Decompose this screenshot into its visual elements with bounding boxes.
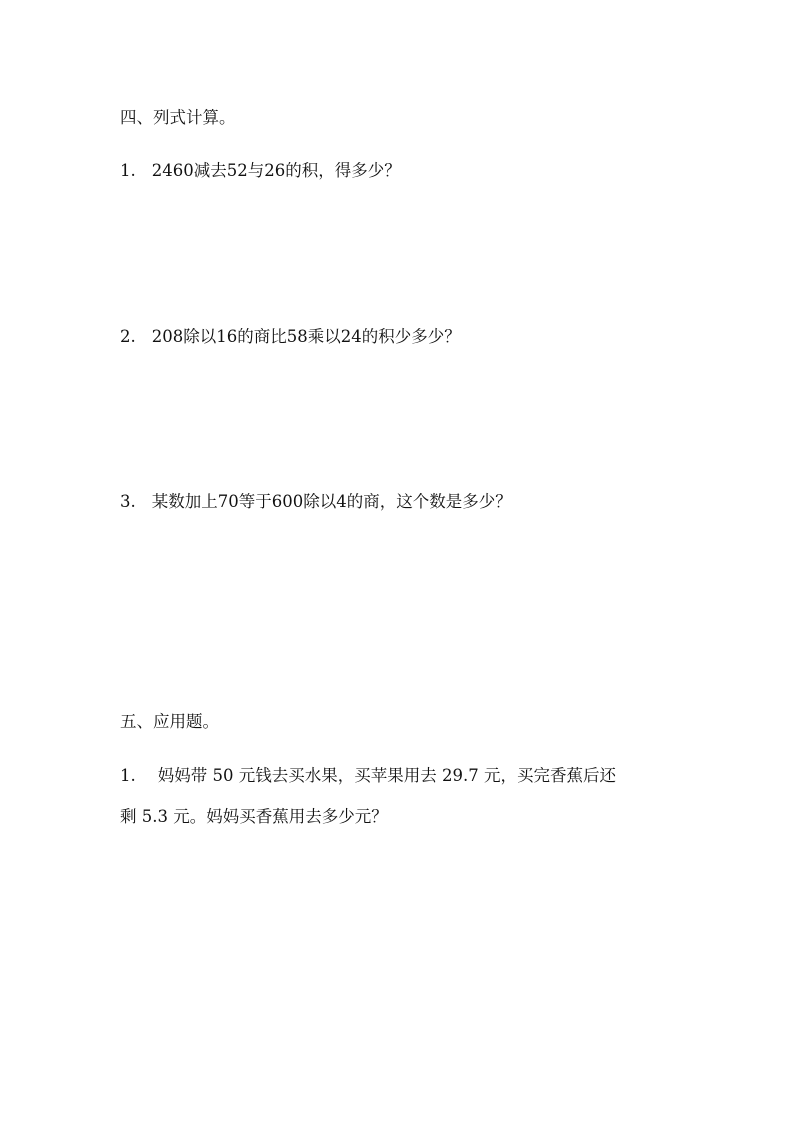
calculation-question-3 — [120, 494, 512, 511]
question-text: 某数加上70等于600除以4的商，这个数是多少？ — [151, 492, 512, 511]
question-text: 2460减去52与26的积，得多少？ — [151, 161, 401, 180]
calculation-question-1 — [120, 163, 401, 180]
calculation-question-2 — [120, 329, 461, 346]
question-number: 2. — [120, 327, 136, 346]
section-title-calculation: 四、列式计算。 — [120, 108, 236, 127]
question-text: 妈妈带 50 元钱去买水果，买苹果用去 29.7 元，买完香蕉后还 — [157, 766, 616, 785]
word-problem-1-line-1 — [120, 768, 616, 785]
section-title-word-problems: 五、应用题。 — [120, 712, 219, 731]
word-problem-1-line-2: 剩 5.3 元。妈妈买香蕉用去多少元？ — [120, 807, 388, 826]
question-number: 1. — [120, 766, 136, 785]
question-text: 208除以16的商比58乘以24的积少多少？ — [151, 327, 461, 346]
question-number: 1. — [120, 161, 136, 180]
question-number: 3. — [120, 492, 136, 511]
